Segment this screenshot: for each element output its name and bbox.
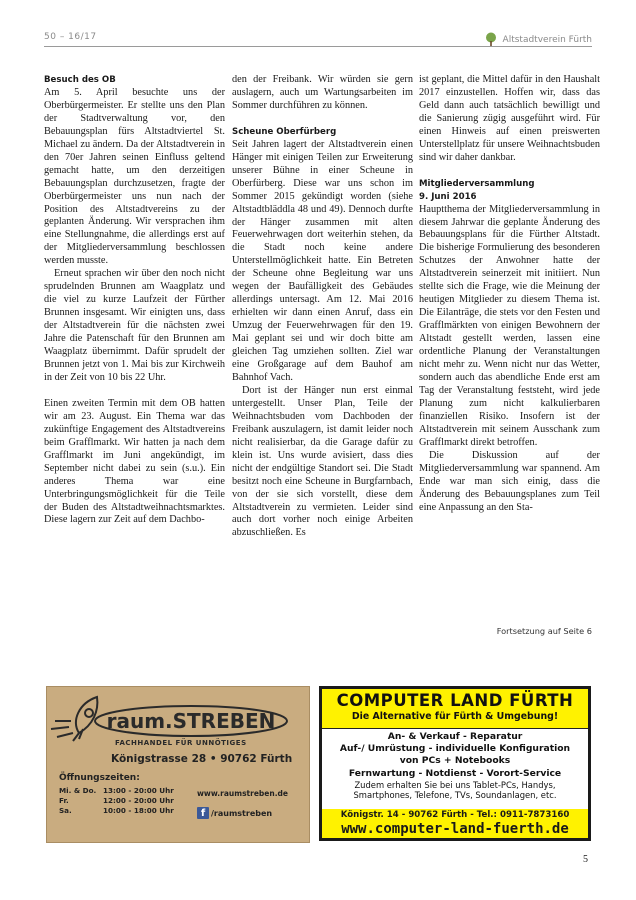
service-line: von PCs + Notebooks [399, 755, 511, 767]
computerland-address: Königstr. 14 - 90762 Fürth - Tel.: 0911-7873160 [340, 810, 570, 820]
hours-title: Öffnungszeiten: [59, 773, 140, 783]
hours-day: Mi. & Do. [59, 786, 97, 795]
paragraph: Erneut sprachen wir über den noch nicht sprudelnden Brunnen am Waagplatz und die viel zu kurze Laufzeit der Fürther Brunnen insgesamt. Wir einigten uns, dass der Altstadtverein für die nächsten zwei Jahre die Patenschaft für den Brunnen am Waagplatz übernimmt. Dafür sprudelt der Brunnen jetzt von 1. Mai bis zur Kirchweih in der Zeit von 10 bis 22 Uhr. [44, 268, 225, 383]
service-line: Fernwartung - Notdienst - Vorort-Service [348, 767, 562, 779]
computerland-header [322, 689, 588, 729]
article-column-1 [44, 74, 225, 527]
service-line: An- & Verkauf - Reparatur [387, 731, 523, 742]
computerland-ad [319, 686, 591, 841]
paragraph: Am 5. April besuchte uns der Oberbürgermeister. Er stellte uns den Plan der Stadtverwaltung vor, den Bebauungsplan fürs Altstadtviertel St. Michael zu ändern. Da der Altstadtverein in den 70er Jahren seinen Einfluss geltend gemacht hatte, um den derzeitigen Bebauungsplan durchzusetzen, fragte der Oberbürgermeister uns nun nach der Position des Altstadtvereins zu der geplanten Änderung. Wir versprachen ihm eine Stellungnahme, die allerdings erst auf der Mitgliederversammlung beschlossen werden musste. [44, 86, 225, 267]
hours-time: 13:00 - 20:00 Uhr [103, 786, 174, 795]
computerland-tagline: Die Alternative für Fürth & Umgebung! [351, 711, 559, 722]
page-number: 5 [583, 854, 588, 865]
issue-number: 50 – 16/17 [44, 32, 97, 42]
service-note: Zudem erhalten Sie bei uns Tablet-PCs, Handys, [354, 779, 556, 790]
hours-row [59, 806, 174, 816]
article-column-2 [232, 74, 413, 540]
raumstreben-ad [46, 686, 310, 843]
raumstreben-subline: FACHHANDEL FÜR UNNÖTIGES [115, 739, 247, 747]
computerland-services [322, 729, 588, 801]
hours-time: 12:00 - 20:00 Uhr [103, 796, 174, 805]
publisher-name: Altstadtverein Fürth [502, 35, 592, 45]
continuation-note: Fortsetzung auf Seite 6 [496, 626, 592, 636]
raumstreben-website: www.raumstreben.de [197, 789, 289, 798]
paragraph: den der Freibank. Wir würden sie gern auslagern, auch um Wartungsarbeiten im Sommer durchführen zu können. [232, 74, 413, 111]
service-note: Smartphones, Telefone, TVs, Soundanlagen, etc. [353, 790, 557, 801]
computerland-website: www.computer-land-fuerth.de [341, 821, 569, 837]
paragraph: Die Diskussion auf der Mitgliederversammlung war spannend. Am Ende war man sich einig, dass die Änderung des Bebauungsplanes zum Teil eine Anpassung an den Sta- [419, 449, 600, 513]
raumstreben-facebook [197, 807, 272, 819]
section-heading: Besuch des OB [44, 75, 116, 85]
hours-list [59, 786, 174, 816]
paragraph: Einen zweiten Termin mit dem OB hatten wir am 23. August. Ein Thema war das zukünftige Engagement des Altstadtvereins beim Grafflmarkt. Wir hatten ja nach dem Grafflmarkt im Juni angekündigt, im September nicht dabei zu sein (s.u.). Ein anderes Thema war eine Unterbringungsmöglichkeit für die Teile der Buden des Altstadtweihnachtsmarktes. Diese lagern zur Zeit auf dem Dachbo- [44, 397, 225, 526]
section-heading: Mitgliederversammlung [419, 178, 535, 189]
paragraph: ist geplant, die Mittel dafür in den Haushalt 2017 einzustellen. Hoffen wir, dass das Geld dann auch tatsächlich bewilligt und die Sanierung zügig ausgeführt wird. Für einen Hinweis auf einen preiswerten Unterstellplatz für unsere Weihnachtsbuden sind wir daher dankbar. [419, 74, 600, 163]
hours-row [59, 786, 174, 796]
section-heading: Scheune Oberfürberg [232, 126, 337, 137]
facebook-icon: f [197, 807, 209, 819]
facebook-handle: /raumstreben [211, 808, 273, 818]
raumstreben-address: Königstrasse 28 • 90762 Fürth [111, 753, 293, 765]
section-subheading: 9. Juni 2016 [419, 191, 477, 202]
hours-day: Fr. [59, 796, 69, 805]
paragraph: Seit Jahren lagert der Altstadtverein einen Hänger mit einigen Teilen zur Erweiterung unserer Bühne in einer Scheune in Oberfürberg. Diese war uns schon im Sommer 2015 gekündigt worden (siehe Altstadtbläddla 48 und 49). Dennoch durfte der Hänger zusammen mit alten Feuerwehrwagen dort weiterhin stehen, da die Stadt noch keine andere Unterstellmöglichkeit hatte. Ein Betreten der Scheune ohne Begleitung war uns wegen der Baufälligkeit des Gebäudes allerdings untersagt. Am 12. Mai 2016 erhielten wir dann einen Anruf, dass ein Umzug der Feuerwehrwagen für den 19. Mai geplant sei und wir doch bitte am gleichen Tag umziehen sollten. Ziel war eine Großgarage auf dem Bauhof am Bahnhof Vach. [232, 138, 413, 383]
computerland-footer [322, 809, 588, 838]
hours-row [59, 796, 174, 806]
raumstreben-logo-text: raum.STREBEN [106, 709, 276, 733]
paragraph: Dort ist der Hänger nun erst einmal untergestellt. Unser Plan, Teile der Weihnachtsbuden vom Dachboden der Freibank auszulagern, ist damit leider noch nicht realisierbar, da die Garage dafür zu klein ist. Uns wurde avisiert, dass dies nicht der endgültige Standort sei. Die Stadt besitzt noch eine Scheune in Burgfarnbach, von der sie sich vorstellt, diese dem Altstadtverein zu vermieten. Leider sind auch dort vorher noch einige Arbeiten abzuschließen. Es [232, 384, 413, 539]
article-column-3 [419, 74, 600, 514]
computerland-title: COMPUTER LAND FÜRTH [336, 691, 574, 710]
service-line: Auf-/ Umrüstung - individuelle Konfiguration [339, 743, 571, 755]
header-divider [44, 46, 592, 47]
hours-time: 10:00 - 18:00 Uhr [103, 806, 174, 815]
paragraph: Hauptthema der Mitgliederversammlung in diesem Jahrwar die geplante Änderung des Bebauungsplans für die Fürther Altstadt. Die bisherige Formulierung des besonderen Schutzes der Anwohner hatte der Altstadtverein seinerzeit mit initiiert. Nun stellte sich die Frage, wie die Meinung der heutigen Mitglieder zu diesem Thema ist. Die Eilanträge, die stets vor den Festen und Grafflmärkten von einigen Bewohnern der Altstadt gestellt werden, lassen eine ordentliche Planung der Veranstaltungen nicht mehr zu. Wenn nicht nur das Wetter, sondern auch das abendliche Ende erst am Tag der Veranstaltung feststeht, wird jede Planung zum nicht kalkulierbaren finanziellen Risiko. Insofern ist der Altstadtverein mit seinem Ausschank zum Grafflmarkt direkt betroffen. [419, 203, 600, 448]
hours-day: Sa. [59, 806, 72, 815]
